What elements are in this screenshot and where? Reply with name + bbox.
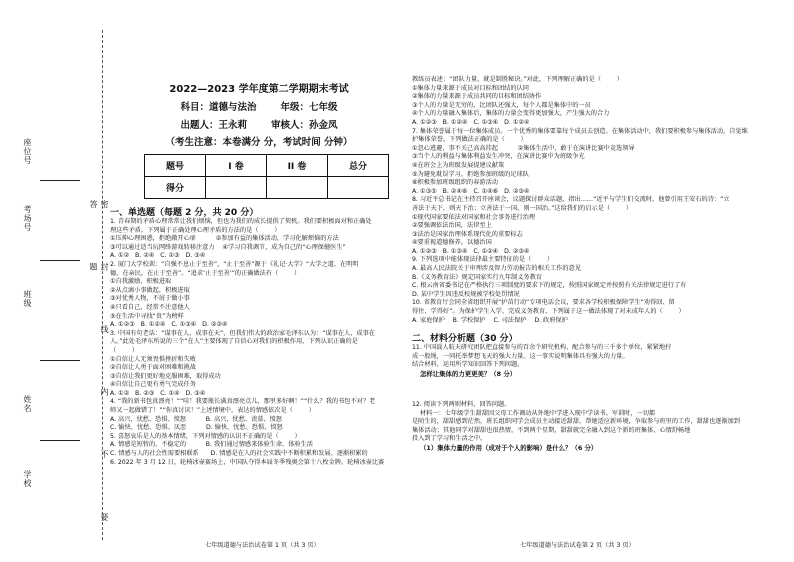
exam-title: 2022—2023 学年度第二学期期末考试: [169, 84, 349, 95]
score-header-cell: 题号: [145, 155, 206, 177]
score-table: [144, 154, 389, 199]
subject-text: 科目：道德与法治: [180, 102, 257, 113]
score-cell[interactable]: [267, 177, 328, 199]
author-row: [110, 117, 408, 131]
question-line: D. 某中学生因违反校规被学校处罚情况: [412, 290, 520, 298]
question-line: 6. 2022 年 3 月 12 日，轮椅冰壶赛场上，中国队夺得本届冬季残奥会第十八枚金牌。轮椅冰壶比赛: [110, 458, 385, 466]
section1-title: 一、单选题（每题 2 分，共 20 分）: [110, 208, 259, 218]
seat-number-label: 座位号: [23, 138, 32, 165]
binding-margin: [0, 0, 109, 562]
school-label: 学校: [23, 470, 32, 488]
question-line: 10. 省教育厅会同全省组织开展“护苗行动”专项电话会议，要求各学校积极保障学生“劝得回、留: [412, 299, 675, 307]
question-line: ②要强调依法治国，法律至上: [412, 222, 492, 230]
q12-line: 12. 阅读下列两则材料，回答问题。: [412, 401, 511, 408]
class-underline: [40, 260, 80, 261]
question-line: ②从点滴小事做起，积极进取: [110, 286, 190, 294]
question-line: 4. “我的新书包真漂亮！”“哇！我要瓶长满真漂亮点儿，那里多好啊！”“什么？我的书包不对？老: [110, 398, 376, 406]
score-header-cell: I 卷: [206, 155, 267, 177]
question-line: ⑤为避免耽误学习，拒绝参加班级的足球队: [412, 170, 529, 178]
section2-title: 二、材料分析题（30 分）: [412, 334, 518, 345]
question-line: ①自信让人无须畏惧挫折和失败: [110, 355, 196, 363]
q11-line: 成一股绳，一同托举梦想飞天的强大力量。这一事实说明集体具有强大的力量。: [412, 352, 629, 360]
q12-line: 投入到了学习和生活之中。: [412, 435, 487, 443]
class-label: 班级: [23, 290, 32, 308]
question-line: 德，在亲民，在止于至善”。“追求‘止于至善’”的正确做法有（ ）: [110, 269, 301, 277]
seal-line-text: 密 封 线 内 不 要 答 题: [89, 200, 109, 547]
question-line: A. 情感是短暂的、不稳定的 B. 我们通过情感来体验生命、体验生活: [110, 441, 313, 449]
question-line: ③当个人的利益与集体利益发生冲突，在演讲比赛中为班级争光: [412, 153, 585, 161]
question-line: ④自信让自己更有勇气完成任务: [110, 381, 196, 389]
question-line: ①集体力量来源于成员对目标和团结的认同: [412, 84, 529, 92]
question-line: B.《义务教育法》规定国家实行九年制义务教育: [412, 273, 542, 281]
question-line: ③对优秀人物，不屑于做小事: [110, 295, 190, 303]
question-line: 善法于天下，则天下治；立善法于一国，则一国治。”这给我们的启示是（ ）: [412, 204, 633, 212]
question-line: A. ①②③ B. ①②④ C. ①③④ D. ①②④: [412, 118, 530, 126]
question-line: C. 根云南省委书记在严格执行三项制度的要求下的规定，按照国家规定并按照有关法律规定进行了有: [412, 282, 687, 290]
name-underline: [40, 360, 80, 361]
reviewer-text: 审核人：孙金凤: [271, 120, 338, 131]
question-line: ③法治是国家治理体系现代化的重要标志: [412, 230, 523, 238]
footer-page1: 七年级道德与法治试卷第 1 页（共 3 页）: [205, 542, 320, 549]
page-left: [110, 76, 408, 467]
question-line: 3. 中国有句老话：“谋事在人，成事在天”，但我们伟大的政治家毛泽东认为：“谋事在人，成事在: [110, 329, 375, 337]
score-header-cell: II 卷: [267, 155, 328, 177]
question-line: 7. 集体荣誉属于每一位集体成员。一个优秀的集体要靠每个成员去创造。在集体活动中，我们要积极参与集体活动，自觉维: [412, 127, 748, 135]
question-line: ④在班会上为班级发展提建议献策: [412, 161, 505, 169]
question-line: A. ①③⑤ B. ②④⑥ C. ①④⑥ D. ②③④: [412, 187, 530, 195]
q11-line: 结合材料，运用所学知识回答下列问题。: [412, 361, 524, 369]
q11-subquestion: 怎样让集体的力更更美？（8 分）: [420, 370, 517, 378]
question-line: ③个人的力量是无穷的，比团队还强大，每个人都是集体中的一员: [412, 101, 591, 109]
question-line: C. 愉快、忧愁、恐惧、厌恶 D. 愉快、忧愁、恐惧、愤怒: [110, 424, 283, 432]
q12-line: 是陌生的，甜甜感到茫然，班长组织同学会成员主动接近甜甜，帮她适应新环境，争取参与班里的工作，甜甜也逐渐加到: [412, 418, 740, 426]
question-line: A. ①②③ B. ①③④ C. ①②④ D. ②③④: [412, 247, 530, 255]
name-label: 姓名: [23, 395, 32, 413]
section1-questions: [110, 218, 408, 467]
score-table-row: [145, 177, 389, 199]
question-line: ⑤在生活中寻找“贵”为榜样: [110, 312, 184, 320]
question-line: ④只看自己，经常不注意他人: [110, 303, 190, 311]
q11-answer-space[interactable]: [412, 379, 784, 401]
question-line: 2. 厦门大学校训：“自强不息止于至善”，“止于至善”源于《礼记·大学》“大学之道，在明明: [110, 260, 359, 268]
question-line: ①忽心逃避，事不关己高高挂起 ②集体生活中，敢于在演讲比赛中竞选领导: [412, 144, 635, 152]
exam-room-label: 考场号: [23, 205, 32, 232]
question-line: C. 情感与人的社会性需要相联系 D. 情感是在人的社会实践中不断积累和发展、逐渐积累的: [110, 450, 368, 458]
fold-line: [102, 30, 103, 540]
exam-room-underline: [40, 180, 80, 181]
question-line: 1. 青春期的矛盾心理常常让我们烦恼，但也为我们的成长提供了契机。我们要积极面对和正确处: [110, 218, 372, 225]
question-line: ⑥积极参加班级组织的春游活动: [412, 179, 498, 187]
exam-notice: （考生注意：本卷满分 分，考试时间 分钟）: [165, 137, 353, 148]
question-line: A. ①② B. ②③ C. ①④ D. ③④: [110, 389, 206, 397]
question-line: 8. 习近平总书记在主持召开座谈会，议题探讨群众话题，指出……“近平与学生们交流时，他曾引用王安石的诗：“立: [412, 196, 730, 204]
grade-text: 年级：七年级: [280, 102, 338, 113]
question-line: 教练员表述：“团队力量，就是制胜秘诀。”对此，下列理解正确的是（ ）: [412, 76, 623, 83]
school-underline: [40, 440, 80, 441]
question-line: ②集体的力量来源于成员共同的目标和团结协作: [412, 93, 542, 101]
question-line: ②自信让人勇于面对困难和挑战: [110, 364, 196, 372]
score-table-header: [145, 155, 389, 177]
question-line: 师又一起做错了！”“你真讨厌！”上述情境中，表达的情感依次是（ ）: [110, 407, 315, 415]
question-line: A. ①②③ B. ①②④ C. ①③④ D. ②③④: [110, 321, 228, 329]
question-line: A. 最高人民法院关于审理涉及智力劳动报告的相关工作的意见: [412, 265, 581, 273]
q11-line: 11. 中国载人航天研究团队把直接参与的百余个研究机构、配合参与的三千多个单位，紧紧地拧: [412, 344, 672, 352]
score-cell[interactable]: [206, 177, 267, 199]
question-line: A. 家庭保护 B. 学校保护 C. 司法保护 D. 政府保护: [412, 316, 568, 324]
author-text: 出题人：王永莉: [180, 120, 247, 131]
question-line: （ ）: [110, 346, 139, 354]
question-line: ①压抑心理困惑，拒绝敞开心扉 ②参加有益的集体活动，学习化解烦恼的方法: [110, 235, 339, 243]
question-line: 人。”此处毛泽东所说的三个“在人”主要体现了自信心对我们的积极作用，下列认识正确的是: [110, 338, 358, 346]
q12-subquestion: （1）集体力量的作用（成对于个人的影响）是什么？（6 分）: [420, 443, 598, 452]
question-line: ④要重视道德修养，以德治国: [412, 239, 492, 247]
question-line: ①自我激励，积极进取: [110, 278, 172, 286]
question-line: 得住、学得好”。为保护学生入学、完成义务教育，下列属于这一做法体现了对未成年人的（ ）: [412, 308, 685, 316]
question-line: A. ①② B. ②④ C. ①③ D. ③④: [110, 252, 206, 260]
question-line: ③可以通过适当玩网络游戏转移注意力 ④学习自我调节，成为自己的“心理保健医生”: [110, 243, 346, 251]
page-right: [412, 76, 784, 453]
subject-grade-row: [110, 99, 408, 113]
q12-line: 材料一：七年级学生甜甜因父母工作调动从外地中学进入现中学读书。军训时，一切都: [420, 409, 656, 417]
question-line: ③自信让我们更好地克服困难，取得成功: [110, 372, 221, 380]
question-line: ④个人的力量融入集体后，集体的力量会变得更加强大，产生强大的合力: [412, 110, 610, 118]
question-line: 理这些矛盾。下列属于正确处理心理矛盾的方法的是（ ）: [110, 226, 281, 234]
footer-page2: 七年级道德与法治试卷第 2 页（共 3 页）: [520, 542, 635, 549]
question-line: 5. 喜怒哀乐是人的基本情绪，下列对情感的认识不正确的是（ ）: [110, 432, 301, 440]
question-line: ①现代国家要依法对国家和社会事务进行治理: [412, 213, 536, 221]
question-line: 护集体荣誉。下列做法正确的是（ ）: [412, 136, 527, 144]
question-line: 9. 下列选项中能体现法律最主要特征的是（ ）: [412, 256, 554, 264]
question-line: A. 高兴、忧愁、恐惧、愤怒 B. 高兴、忧愁、羡慕、愤怒: [110, 415, 283, 423]
q12-line: 集体活动；其他同学对甜甜也很热情，不到两个星期，甜甜就完全融入到这个新的班集体，心情舒畅地: [412, 426, 691, 434]
score-row-label: 得分: [145, 177, 206, 199]
score-header-cell: 总分: [328, 155, 389, 177]
score-cell[interactable]: [328, 177, 389, 199]
